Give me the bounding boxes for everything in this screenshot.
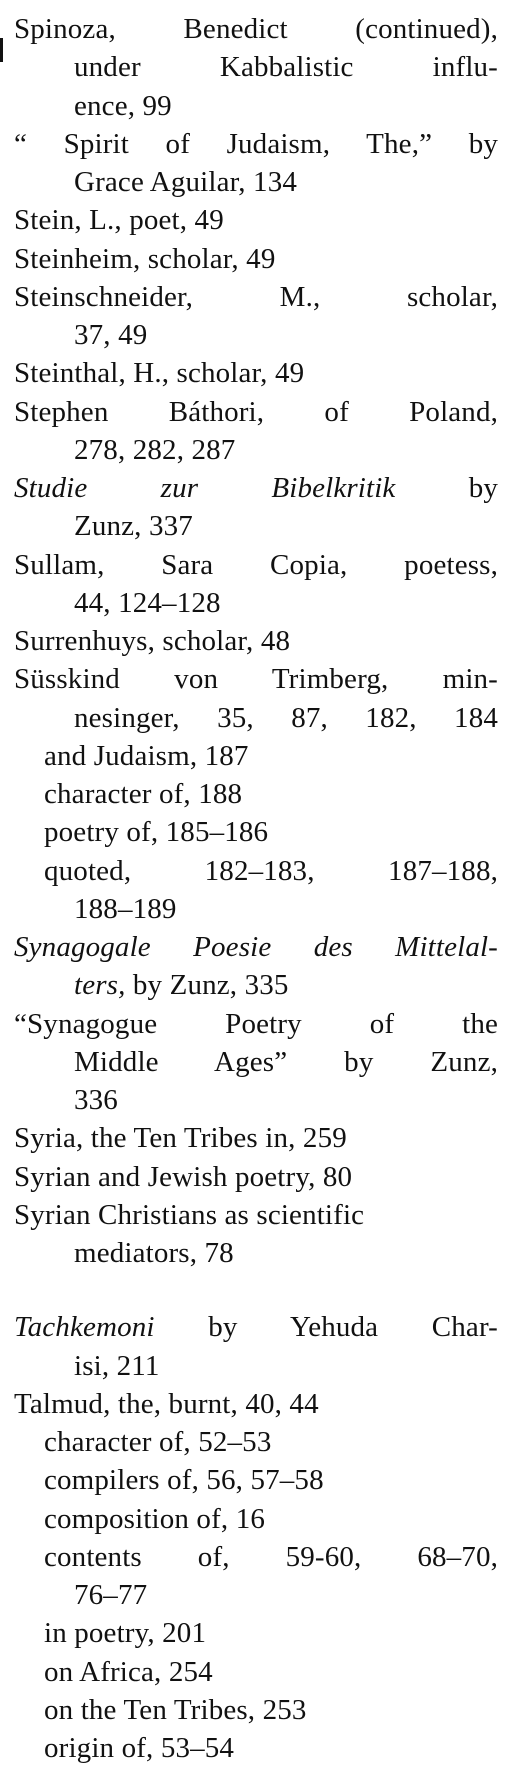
entry-text: origin of, 53–54: [44, 1732, 235, 1764]
index-entry-line: [14, 10, 498, 48]
index-entry-line: [14, 201, 224, 239]
index-entry-line: [14, 393, 498, 431]
entry-text: character of, 52–53: [44, 1426, 272, 1458]
entry-text: on Africa, 254: [44, 1655, 213, 1688]
index-subentry-line: [44, 775, 242, 813]
index-subentry-line: [74, 1043, 498, 1081]
index-subentry-line: [74, 1081, 118, 1119]
entry-text: nesinger, 35, 87, 182, 184: [74, 701, 498, 734]
index-subentry-line: [74, 48, 498, 86]
entry-text: 76–77: [74, 1579, 148, 1611]
index-subentry-line: [74, 316, 147, 354]
index-subentry-line: [44, 1461, 324, 1499]
entry-text: Middle Ages” by Zunz,: [74, 1045, 498, 1078]
index-subentry-line: [74, 1347, 160, 1385]
entry-text: and Judaism, 187: [44, 739, 249, 772]
entry-text: Spinoza, Benedict (continued),: [14, 13, 498, 45]
entry-text: 336: [74, 1084, 118, 1116]
index-subentry-line: [44, 1729, 234, 1767]
index-entry-line: [14, 125, 498, 163]
index-entry-line: [14, 660, 498, 698]
entry-text: Steinschneider, M., scholar,: [14, 280, 498, 313]
index-subentry-line: [74, 1234, 234, 1272]
index-entry-line: [14, 1308, 498, 1346]
index-subentry-line: [44, 813, 268, 851]
entry-text: Steinheim, scholar, 49: [14, 242, 276, 275]
index-entry-line: [14, 928, 498, 966]
index-subentry-line: [44, 1500, 265, 1538]
entry-text: 44, 124–128: [74, 586, 221, 619]
entry-text: “Synagogue Poetry of the: [14, 1007, 498, 1040]
index-entry-line: [14, 1119, 347, 1157]
entry-text: isi, 211: [74, 1349, 160, 1382]
entry-text: Steinthal, H., scholar, 49: [14, 357, 305, 390]
entry-text: Syrian Christians as scientific: [14, 1198, 365, 1231]
index-entry-line: [14, 546, 498, 584]
index-entry-line: [14, 1385, 319, 1423]
entry-text: Grace Aguilar, 134: [74, 166, 297, 198]
italic-title-text: Synagogale Poesie des Mittelal-: [14, 931, 498, 963]
index-entry-line: [14, 469, 498, 507]
entry-text: Syria, the Ten Tribes in, 259: [14, 1122, 347, 1155]
entry-text: 188–189: [74, 892, 177, 925]
entry-text: Syrian and Jewish poetry, 80: [14, 1160, 353, 1193]
entry-text: Süsskind von Trimberg, min-: [14, 663, 498, 696]
italic-title-text: Tachkemoni: [14, 1311, 155, 1344]
index-entry-line: [14, 1158, 352, 1196]
entry-text: by Zunz, 335: [125, 969, 289, 1002]
index-subentry-line: [44, 1691, 307, 1729]
index-subentry-line: [74, 87, 172, 125]
index-subentry-line: [74, 699, 498, 737]
italic-title-text: ters,: [74, 969, 126, 1002]
index-subentry-line: [44, 852, 498, 890]
entry-text: character of, 188: [44, 778, 243, 810]
index-subentry-line: [44, 737, 249, 775]
entry-text: Stein, L., poet, 49: [14, 204, 224, 237]
italic-title-text: Studie zur Bibelkritik: [14, 472, 396, 504]
index-entry-line: [14, 622, 290, 660]
entry-text: on the Ten Tribes, 253: [44, 1693, 307, 1726]
entry-text: compilers of, 56, 57–58: [44, 1464, 324, 1497]
index-entry-line: [14, 1005, 498, 1043]
entry-text: 278, 282, 287: [74, 433, 236, 466]
entry-text: Surrenhuys, scholar, 48: [14, 625, 291, 657]
index-subentry-line: [74, 1576, 147, 1614]
entry-text: “ Spirit of Judaism, The,” by: [14, 127, 498, 160]
entry-text: quoted, 182–183, 187–188,: [44, 854, 498, 887]
index-subentry-line: [74, 163, 297, 201]
entry-text: Zunz, 337: [74, 510, 193, 543]
entry-text: by Yehuda Char-: [154, 1311, 498, 1344]
entry-text: by: [395, 472, 498, 504]
entry-text: contents of, 59-60, 68–70,: [44, 1540, 498, 1573]
page-edge-mark: [0, 38, 3, 62]
entry-text: 37, 49: [74, 319, 148, 351]
index-subentry-line: [74, 507, 193, 545]
index-subentry-line: [44, 1423, 272, 1461]
index-entry-line: [14, 240, 275, 278]
index-subentry-line: [74, 431, 235, 469]
entry-text: composition of, 16: [44, 1502, 265, 1535]
entry-text: under Kabbalistic influ-: [74, 51, 498, 84]
index-entry-line: [14, 1196, 364, 1234]
index-subentry-line: [44, 1614, 206, 1652]
entry-text: ence, 99: [74, 89, 172, 122]
index-subentry-line: [74, 584, 221, 622]
index-subentry-line: [44, 1538, 498, 1576]
entry-text: poetry of, 185–186: [44, 816, 269, 849]
entry-text: Stephen Báthori, of Poland,: [14, 395, 498, 428]
index-entry-line: [14, 354, 304, 392]
entry-text: mediators, 78: [74, 1237, 234, 1269]
entry-text: Sullam, Sara Copia, poetess,: [14, 548, 498, 581]
entry-text: in poetry, 201: [44, 1617, 207, 1650]
index-subentry-line: [74, 890, 177, 928]
index-subentry-line: [74, 966, 289, 1004]
entry-text: Talmud, the, burnt, 40, 44: [14, 1387, 319, 1420]
index-entry-line: [14, 278, 498, 316]
index-subentry-line: [44, 1653, 213, 1691]
